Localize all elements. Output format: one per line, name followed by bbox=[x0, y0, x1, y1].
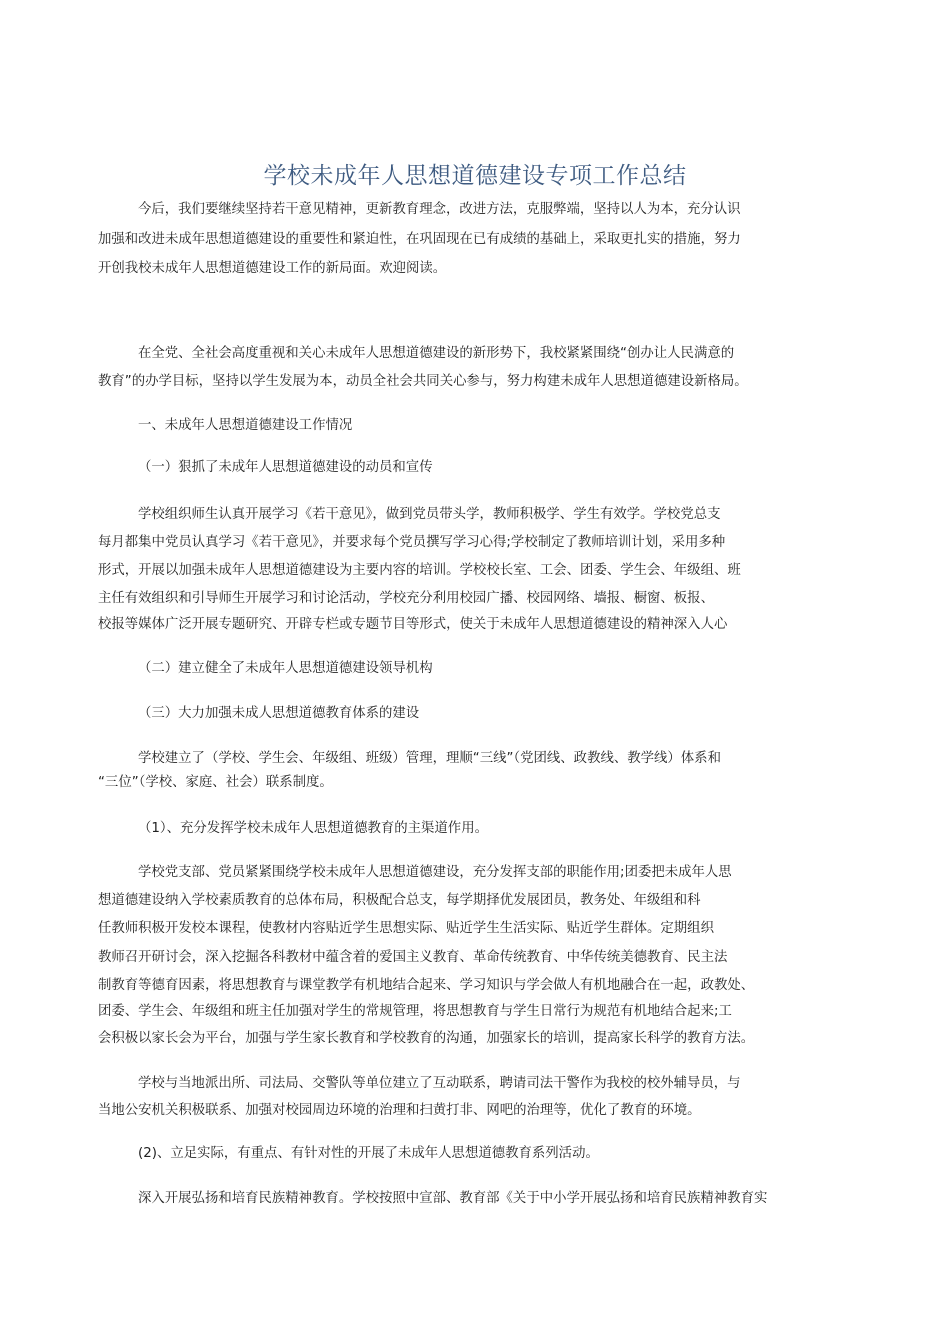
paragraph-line: 制教育等德育因素，将思想教育与课堂教学有机地结合起来、学习知识与学会做人有机地融合在一起，政教处、 bbox=[98, 978, 755, 993]
paragraph-line: 任教师积极开发校本课程，使教材内容贴近学生思想实际、贴近学生生活实际、贴近学生群体。定期组织 bbox=[98, 921, 714, 936]
paragraph-line: 形式，开展以加强未成年人思想道德建设为主要内容的培训。学校校长室、工会、团委、学生会、年级组、班 bbox=[98, 563, 741, 578]
paragraph-line: 主任有效组织和引导师生开展学习和讨论活动，学校充分利用校园广播、校园网络、墙报、橱窗、板报、 bbox=[98, 591, 714, 606]
paragraph-line: 深入开展弘扬和培育民族精神教育。学校按照中宣部、教育部《关于中小学开展弘扬和培育民族精神教育实 bbox=[138, 1191, 768, 1206]
paragraph-line: “三位”（学校、家庭、社会）联系制度。 bbox=[98, 775, 333, 790]
subsection-heading: （一）狠抓了未成年人思想道德建设的动员和宣传 bbox=[138, 460, 433, 475]
subsection-heading: （三）大力加强未成人思想道德教育体系的建设 bbox=[138, 706, 420, 721]
document-title: 学校未成年人思想道德建设专项工作总结 bbox=[263, 163, 687, 189]
subsection-heading: （二）建立健全了未成年人思想道德建设领导机构 bbox=[138, 661, 433, 676]
paragraph-line: 每月都集中党员认真学习《若干意见》，并要求每个党员撰写学习心得;学校制定了教师培训计划，采用多种 bbox=[98, 535, 726, 550]
paragraph-line: 加强和改进未成年思想道德建设的重要性和紧迫性，在巩固现在已有成绩的基础上，采取更扎实的措施，努力 bbox=[98, 232, 741, 247]
paragraph-line: 学校建立了（学校、学生会、年级组、班级）管理，理顺“三线”（党团线、政教线、教学线）体系和 bbox=[138, 751, 721, 766]
paragraph-line: 学校党支部、党员紧紧围绕学校未成年人思想道德建设，充分发挥支部的职能作用;团委把未成年人思 bbox=[138, 865, 732, 880]
paragraph-line: 会积极以家长会为平台，加强与学生家长教育和学校教育的沟通，加强家长的培训，提高家长科学的教育方法。 bbox=[98, 1031, 755, 1046]
paragraph-line: 开创我校未成年人思想道德建设工作的新局面。欢迎阅读。 bbox=[98, 261, 447, 276]
section-heading: 一、未成年人思想道德建设工作情况 bbox=[138, 418, 353, 433]
paragraph-line: 想道德建设纳入学校素质教育的总体布局，积极配合总支，每学期择优发展团员，教务处、年级组和科 bbox=[98, 893, 701, 908]
paragraph-line: 教育”的办学目标，坚持以学生发展为本，动员全社会共同关心参与，努力构建未成年人思想道德建设新格局。 bbox=[98, 374, 748, 389]
paragraph-line: 团委、学生会、年级组和班主任加强对学生的常规管理，将思想教育与学生日常行为规范有机地结合起来;工 bbox=[98, 1004, 732, 1019]
paragraph-line: 今后，我们要继续坚持若干意见精神，更新教育理念，改进方法，克服弊端，坚持以人为本，充分认识 bbox=[138, 202, 741, 217]
subsection-heading: （1）、充分发挥学校未成年人思想道德教育的主渠道作用。 bbox=[138, 821, 488, 836]
paragraph-line: 学校与当地派出所、司法局、交警队等单位建立了互动联系，聘请司法干警作为我校的校外辅导员，与 bbox=[138, 1076, 741, 1091]
paragraph-line: 教师召开研讨会，深入挖掘各科教材中蕴含着的爱国主义教育、革命传统教育、中华传统美德教育、民主法 bbox=[98, 950, 728, 965]
paragraph-line: 校报等媒体广泛开展专题研究、开辟专栏或专题节目等形式，使关于未成年人思想道德建设的精神深入人心 bbox=[98, 617, 728, 632]
subsection-heading: (2)、立足实际，有重点、有针对性的开展了未成年人思想道德教育系列活动。 bbox=[138, 1146, 599, 1161]
paragraph-line: 在全党、全社会高度重视和关心未成年人思想道德建设的新形势下，我校紧紧围绕“创办让人民满意的 bbox=[138, 346, 735, 361]
paragraph-line: 学校组织师生认真开展学习《若干意见》，做到党员带头学，教师积极学、学生有效学。学校党总支 bbox=[138, 507, 721, 522]
paragraph-line: 当地公安机关积极联系、加强对校园周边环境的治理和扫黄打非、网吧的治理等，优化了教育的环境。 bbox=[98, 1103, 701, 1118]
